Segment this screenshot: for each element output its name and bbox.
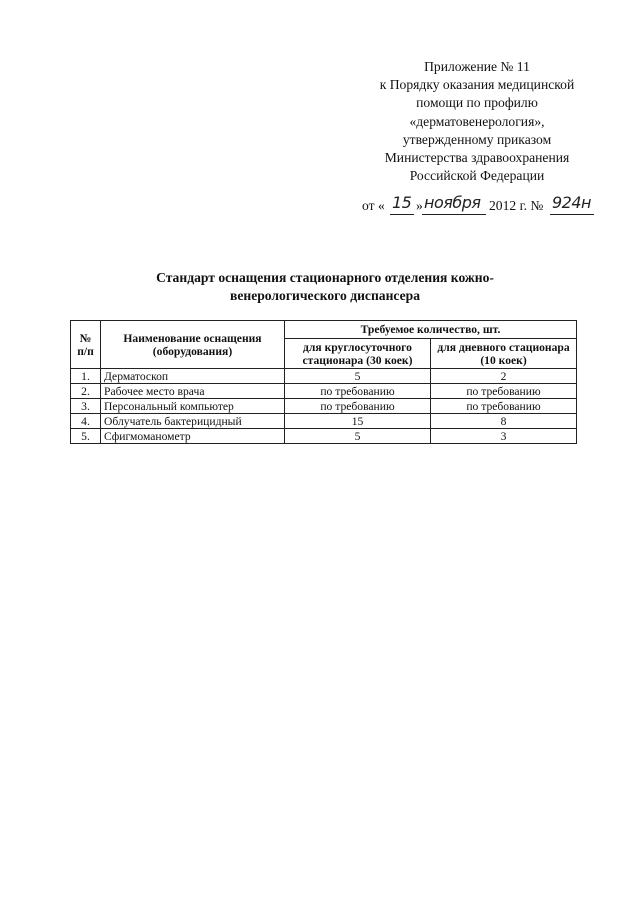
title-line: венерологического диспансера [229,288,421,303]
row-24h: 5 [285,429,431,444]
appendix-line: помощи по профилю [416,95,538,111]
table-row [71,369,577,384]
appendix-line: Российской Федерации [409,168,545,184]
header-24h: для круглосуточного стационара (30 коек) [285,339,431,369]
appendix-block [352,58,602,185]
row-num: 5. [71,429,101,444]
row-name: Сфигмоманометр [101,429,285,444]
row-day: по требованию [431,384,577,399]
row-24h: по требованию [285,399,431,414]
row-name: Дерматоскоп [101,369,285,384]
row-24h: 5 [285,369,431,384]
row-num: 1. [71,369,101,384]
row-name: Персональный компьютер [101,399,285,414]
row-num: 4. [71,414,101,429]
table-row [71,414,577,429]
header-num: № п/п [71,321,101,369]
row-num: 3. [71,399,101,414]
appendix-line: Министерства здравоохранения [384,150,570,166]
table-row [71,399,577,414]
order-number-underline [550,214,594,215]
row-day: 2 [431,369,577,384]
appendix-line: Приложение № 11 [424,59,530,74]
row-24h: 15 [285,414,431,429]
row-day: по требованию [431,399,577,414]
row-name: Облучатель бактерицидный [101,414,285,429]
row-24h: по требованию [285,384,431,399]
order-day-handwritten: 15 [392,193,412,212]
document-title [120,269,530,305]
order-prefix: от « [362,198,385,213]
order-year: 2012 г. № [489,198,544,213]
header-required: Требуемое количество, шт. [285,321,577,339]
header-day: для дневного стационара (10 коек) [431,339,577,369]
table-row [71,384,577,399]
order-line [362,192,612,232]
order-mid: » [416,198,423,213]
row-day: 3 [431,429,577,444]
equipment-table [70,320,577,444]
header-name: Наименование оснащения (оборудования) [101,321,285,369]
row-day: 8 [431,414,577,429]
row-num: 2. [71,384,101,399]
order-month-handwritten: ноября [424,193,481,212]
appendix-line: утвержденному приказом [402,131,552,147]
appendix-line: к Порядку оказания медицинской [379,77,575,93]
order-day-underline [390,214,414,215]
order-month-underline [422,214,486,215]
appendix-line: «дерматовенерология», [409,113,545,129]
title-line: Стандарт оснащения стационарного отделения кожно- [156,270,494,285]
table-header-row [71,321,577,339]
order-number-handwritten: 924н [552,193,591,212]
table-row [71,429,577,444]
row-name: Рабочее место врача [101,384,285,399]
